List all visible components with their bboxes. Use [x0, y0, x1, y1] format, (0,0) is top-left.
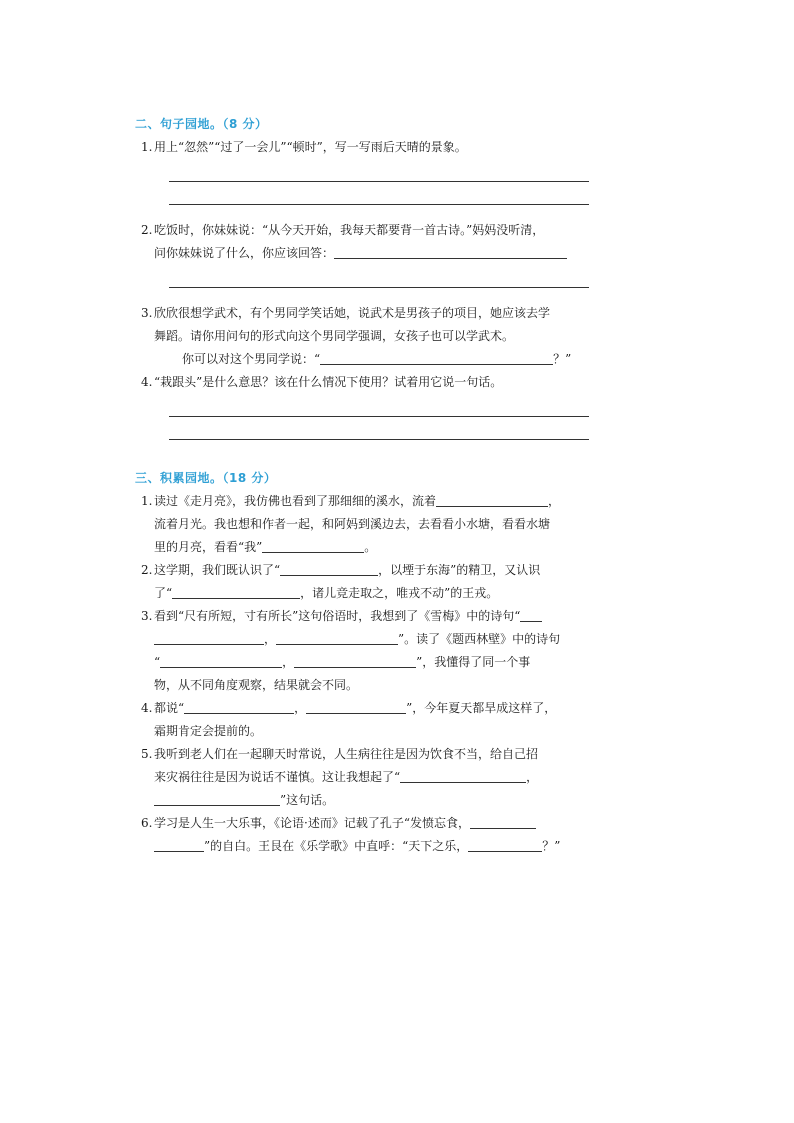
- answer-blank[interactable]: [154, 631, 264, 645]
- answer-blank[interactable]: [280, 562, 378, 576]
- section-3-question-4: 4. 都说“ ， ”，今年夏天都旱成这样了， 霜期肯定会提前的。: [135, 697, 591, 743]
- answer-line[interactable]: [169, 417, 589, 440]
- section-2-question-2: [135, 219, 591, 265]
- answer-line[interactable]: [169, 182, 589, 205]
- answer-blank[interactable]: [306, 700, 406, 714]
- answer-blank[interactable]: [276, 631, 398, 645]
- section-3-question-5: 5. 我听到老人们在一起聊天时常说，人生病往往是因为饮食不当，给自己招 来灾祸往往是因为说话不谨慎。这让我想起了“ ， ”这句话。: [135, 743, 591, 812]
- answer-blank[interactable]: [400, 769, 526, 783]
- question-text: 用上“忽然”“过了一会儿”“顿时”，写一写雨后天晴的景象。: [154, 140, 467, 154]
- question-number: 4.: [141, 701, 153, 715]
- question-number: 3.: [141, 609, 153, 623]
- question-number: 6.: [141, 816, 153, 830]
- answer-line[interactable]: [169, 159, 589, 182]
- answer-blank[interactable]: [172, 585, 300, 599]
- question-prompt: 你可以对这个男同学说：“ ？”: [182, 352, 572, 366]
- answer-blank[interactable]: [184, 700, 294, 714]
- answer-line[interactable]: [169, 265, 589, 288]
- question-text: “栽跟头”是什么意思？该在什么情况下使用？试着用它说一句话。: [154, 375, 503, 389]
- answer-blank[interactable]: [520, 608, 542, 622]
- section-2-title: 二、句子园地。（8 分）: [135, 117, 268, 131]
- section-2-question-1: [135, 136, 591, 159]
- answer-blank[interactable]: [294, 654, 416, 668]
- answer-blank[interactable]: [436, 493, 548, 507]
- worksheet: [135, 112, 591, 858]
- answer-blank[interactable]: [160, 654, 282, 668]
- section-2-question-4: [135, 371, 591, 394]
- answer-blank[interactable]: [334, 245, 567, 259]
- answer-blank[interactable]: [470, 815, 536, 829]
- answer-blank[interactable]: [262, 539, 364, 553]
- section-3-question-2: 2. 这学期，我们既认识了“ ，以堙于东海”的精卫，又认识 了“ ，诸儿竞走取之，唯戎不动”的王戎。: [135, 559, 591, 605]
- question-text-line-2: 问你妹妹说了什么，你应该回答：: [154, 242, 591, 265]
- question-text-line-2: 舞蹈。请你用问句的形式向这个男同学强调，女孩子也可以学武术。: [154, 329, 515, 343]
- question-number: 4.: [141, 375, 153, 389]
- question-number: 1.: [141, 494, 153, 508]
- question-number: 3.: [141, 306, 153, 320]
- section-2-question-3: [135, 302, 591, 371]
- section-3-question-6: 6. 学习是人生一大乐事，《论语·述而》记载了孔子“发愤忘食， ”的自白。王艮在《乐学歌》中直呼：“天下之乐， ？”: [135, 812, 591, 858]
- question-number: 5.: [141, 747, 153, 761]
- question-number: 1.: [141, 140, 153, 154]
- question-text: 欣欣很想学武术，有个男同学笑话她，说武术是男孩子的项目，她应该去学: [154, 306, 551, 320]
- answer-blank[interactable]: [154, 792, 280, 806]
- section-3-question-3: 3. 看到“尺有所短，寸有所长”这句俗语时，我想到了《雪梅》中的诗句“ ， ”。读了《题西林壁》中的诗句 “ ， ”，我懂得了同一个事 物，从不同角度观察，结果就会不同。: [135, 605, 591, 697]
- answer-line[interactable]: [169, 394, 589, 417]
- question-text: 吃饭时，你妹妹说：“从今天开始，我每天都要背一首古诗。”妈妈没听清，: [154, 223, 545, 237]
- answer-blank[interactable]: [468, 838, 542, 852]
- answer-blank[interactable]: [154, 838, 204, 852]
- question-number: 2.: [141, 223, 153, 237]
- question-number: 2.: [141, 563, 153, 577]
- section-3-question-1: 1. 读过《走月亮》，我仿佛也看到了那细细的溪水，流着 ， 流着月光。我也想和作者一起，和阿妈到溪边去，去看看小水塘，看看水塘 里的月亮，看看“我” 。: [135, 490, 591, 559]
- section-3-title: 三、积累园地。（18 分）: [135, 471, 277, 485]
- answer-blank[interactable]: [320, 351, 553, 365]
